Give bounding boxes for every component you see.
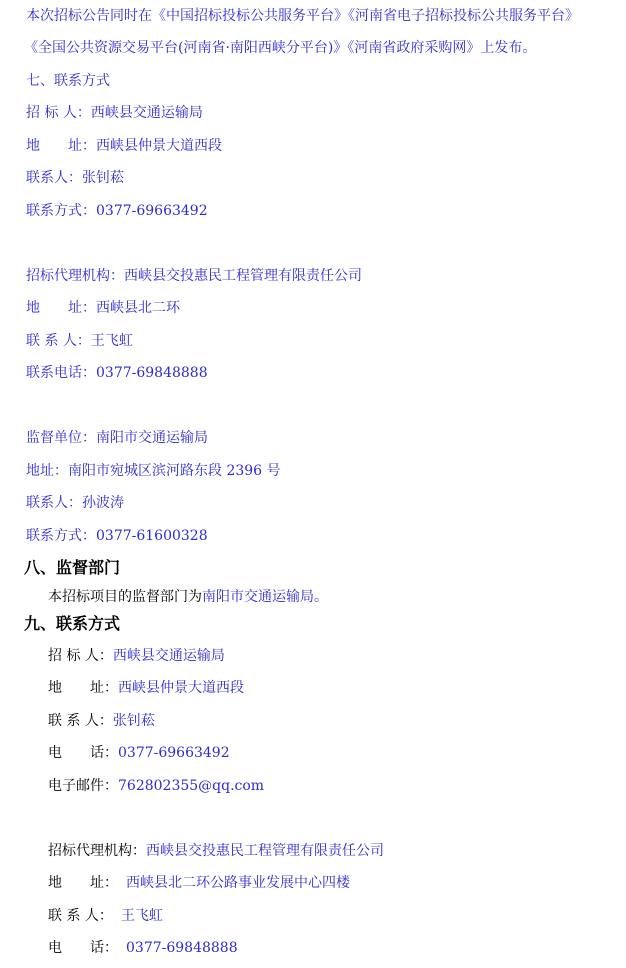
s9-agency-contact-row	[48, 906, 163, 926]
s7-supervisor-phone-value: 0377-61600328	[96, 528, 208, 544]
s7-tenderer-address-value: 西峡县仲景大道西段	[96, 138, 222, 154]
s9-tenderer-address-label: 地 址：	[48, 680, 118, 696]
s7-agency-phone-row	[26, 363, 208, 383]
s7-supervisor-contact-value: 孙波涛	[82, 495, 124, 511]
s9-tenderer-row	[48, 646, 225, 666]
section8-text-prefix: 本招标项目的监督部门为	[48, 589, 202, 605]
s7-supervisor-phone-row	[26, 526, 208, 546]
s7-tenderer-contact-value: 张钊菘	[82, 170, 124, 186]
s7-agency-address-row	[26, 298, 180, 318]
s7-supervisor-phone-label: 联系方式：	[26, 528, 96, 544]
publish-line-2: 《全国公共资源交易平台(河南省·南阳西峡分平台)》《河南省政府采购网》上发布。	[24, 40, 537, 56]
s9-agency-value: 西峡县交投惠民工程管理有限责任公司	[146, 843, 384, 859]
s7-tenderer-address-label: 地 址：	[26, 138, 96, 154]
s7-agency-phone-label: 联系电话：	[26, 365, 96, 381]
s9-agency-row	[48, 841, 384, 861]
s7-tenderer-address-row	[26, 136, 222, 156]
s9-agency-phone-value: 0377-69848888	[126, 940, 238, 956]
s9-agency-address-value: 西峡县北二环公路事业发展中心四楼	[126, 875, 350, 891]
s7-supervisor-address-label: 地址：	[26, 463, 68, 479]
s9-tenderer-value: 西峡县交通运输局	[112, 648, 225, 664]
s7-tenderer-label: 招 标 人：	[26, 105, 91, 121]
s9-agency-address-label: 地 址：	[48, 875, 118, 891]
s9-tenderer-address-row	[48, 678, 244, 698]
section8-paragraph	[48, 587, 328, 607]
section7-title: 七、联系方式	[26, 73, 110, 89]
s7-agency-address-value: 西峡县北二环	[96, 300, 180, 316]
s9-tenderer-address-value: 西峡县仲景大道西段	[118, 680, 244, 696]
s9-tenderer-email-value: 762802355@qq.com	[118, 778, 265, 794]
s9-tenderer-email-row	[48, 776, 264, 796]
s9-tenderer-contact-row	[48, 711, 155, 731]
s9-agency-contact-label: 联 系 人：	[48, 908, 113, 924]
s9-tenderer-phone-row	[48, 743, 230, 763]
s7-agency-contact-row	[26, 331, 133, 351]
s9-tenderer-label: 招 标 人：	[48, 648, 113, 664]
s9-tenderer-phone-value: 0377-69663492	[118, 745, 230, 761]
s7-agency-value: 西峡县交投惠民工程管理有限责任公司	[124, 268, 362, 284]
s7-agency-phone-value: 0377-69848888	[96, 365, 208, 381]
s7-supervisor-contact-row	[26, 493, 124, 513]
s9-tenderer-phone-label: 电 话：	[48, 745, 118, 761]
s7-agency-contact-label: 联 系 人：	[26, 333, 91, 349]
s7-tenderer-contact-label: 联系人：	[26, 170, 82, 186]
s7-tenderer-phone-label: 联系方式：	[26, 203, 96, 219]
s9-agency-address-row	[48, 873, 350, 893]
s7-agency-row	[26, 266, 362, 286]
s9-tenderer-contact-label: 联 系 人：	[48, 713, 113, 729]
publish-line-1: 本次招标公告同时在《中国招标投标公共服务平台》《河南省电子招标投标公共服务平台》	[26, 8, 579, 24]
s7-supervisor-address-row	[26, 461, 281, 481]
s7-agency-contact-value: 王飞虹	[90, 333, 133, 349]
s7-supervisor-address-value: 南阳市宛城区滨河路东段 2396 号	[68, 463, 281, 479]
section8-text-value: 南阳市交通运输局。	[202, 589, 328, 605]
section9-title: 九、联系方式	[24, 614, 121, 633]
s7-supervisor-value: 南阳市交通运输局	[96, 430, 208, 446]
s9-agency-label: 招标代理机构：	[48, 843, 146, 859]
s7-tenderer-contact-row	[26, 168, 124, 188]
s9-agency-contact-value: 王飞虹	[120, 908, 163, 924]
s7-tenderer-row	[26, 103, 203, 123]
s9-tenderer-email-label: 电子邮件：	[48, 778, 118, 794]
s7-tenderer-phone-row	[26, 201, 208, 221]
s9-agency-phone-label: 电 话：	[48, 940, 118, 956]
s9-agency-phone-row	[48, 938, 238, 958]
s7-supervisor-label: 监督单位：	[26, 430, 96, 446]
s7-tenderer-phone-value: 0377-69663492	[96, 203, 208, 219]
s7-agency-address-label: 地 址：	[26, 300, 96, 316]
s7-supervisor-contact-label: 联系人：	[26, 495, 82, 511]
s7-supervisor-row	[26, 428, 208, 448]
s7-tenderer-value: 西峡县交通运输局	[90, 105, 203, 121]
s9-tenderer-contact-value: 张钊菘	[112, 713, 155, 729]
section8-title: 八、监督部门	[24, 558, 121, 577]
s7-agency-label: 招标代理机构：	[26, 268, 124, 284]
